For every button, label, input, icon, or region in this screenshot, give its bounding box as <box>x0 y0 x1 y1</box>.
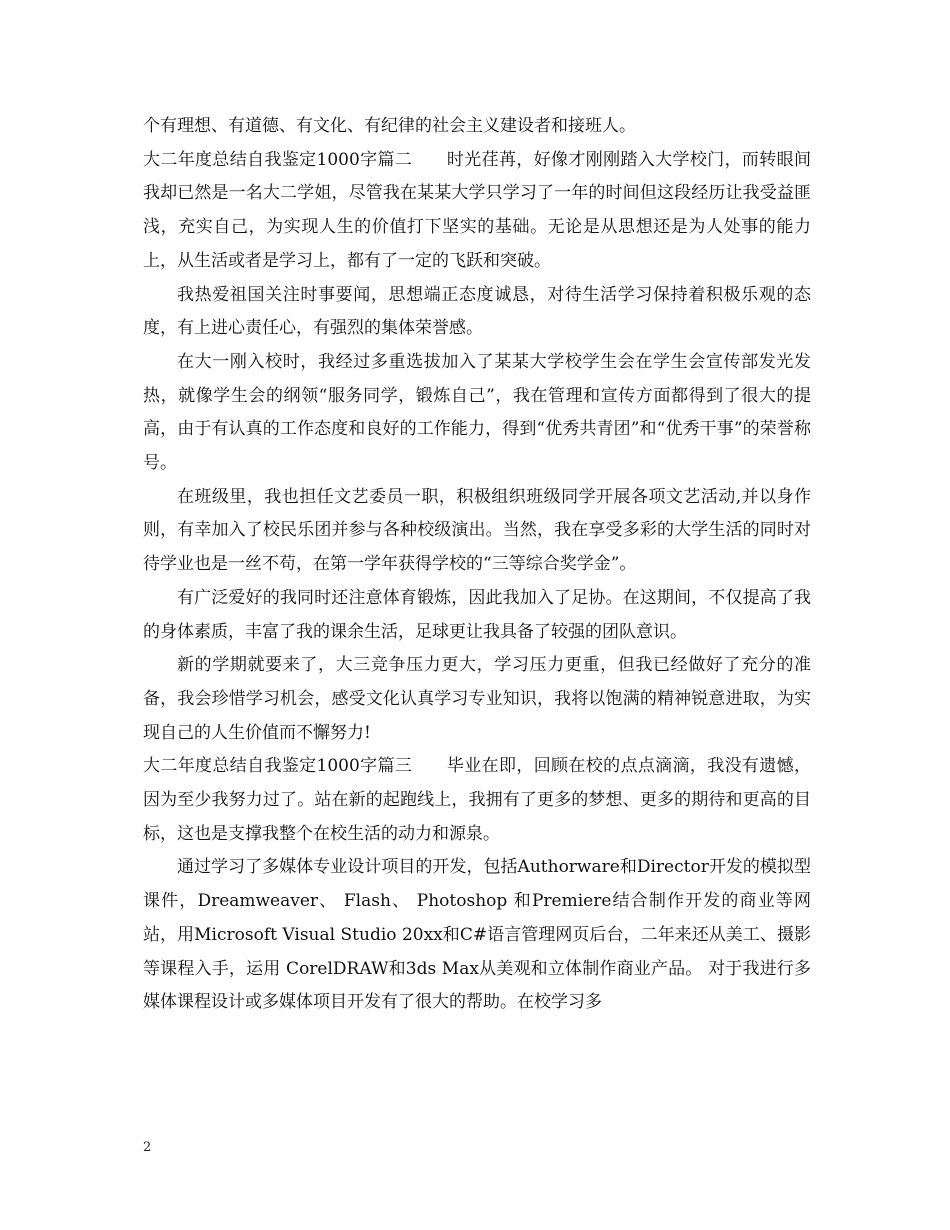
paragraph: 通过学习了多媒体专业设计项目的开发，包括Authorware和Director开发的模拟型课件，Dreamweaver、 Flash、 Photoshop 和Premiere结合制作开发的商业等网站，用Microsoft Visual Studio 20xx和C#语言管理网页后台，二年来还从美工、摄影等课程入手，运用 CorelDRAW和3ds Max从美观和立体制作商业产品。 对于我进行多媒体课程设计或多媒体项目开发有了很大的帮助。在校学习多 <box>143 857 811 1013</box>
body-text <box>143 110 811 1020</box>
paragraph: 在大一刚入校时，我经过多重选拔加入了某某大学校学生会在学生会宣传部发光发热，就像学生会的纲领“服务同学，锻炼自己”，我在管理和宣传方面都得到了很大的提高，由于有认真的工作态度和良好的工作能力，得到“优秀共青团”和“优秀干事”的荣誉称号。 <box>143 351 811 474</box>
paragraph: 大二年度总结自我鉴定1000字篇三 毕业在即，回顾在校的点点滴滴，我没有遗憾，因为至少我努力过了。站在新的起跑线上，我拥有了更多的梦想、更多的期待和更高的目标，这也是支撑我整个在校生活的动力和源泉。 <box>143 756 811 844</box>
paragraph: 大二年度总结自我鉴定1000字篇二 时光荏苒，好像才刚刚踏入大学校门，而转眼间我却已然是一名大二学姐，尽管我在某某大学只学习了一年的时间但这段经历让我受益匪浅，充实自己，为实现人生的价值打下坚实的基础。无论是从思想还是为人处事的能力上，从生活或者是学习上，都有了一定的飞跃和突破。 <box>143 149 811 271</box>
paragraph: 个有理想、有道德、有文化、有纪律的社会主义建设者和接班人。 <box>143 116 636 136</box>
paragraph: 在班级里，我也担任文艺委员一职，积极组织班级同学开展各项文艺活动,并以身作则，有幸加入了校民乐团并参与各种校级演出。当然，我在享受多彩的大学生活的同时对待学业也是一丝不苟，在第一学年获得学校的“三等综合奖学金”。 <box>143 486 811 575</box>
paragraph: 新的学期就要来了，大三竞争压力更大，学习压力更重，但我已经做好了充分的准备，我会珍惜学习机会，感受文化认真学习专业知识，我将以饱满的精神锐意进取，为实现自己的人生价值而不懈努力! <box>143 655 811 743</box>
paragraph: 有广泛爱好的我同时还注意体育锻炼，因此我加入了足协。在这期间，不仅提高了我的身体素质，丰富了我的课余生活，足球更让我具备了较强的团队意识。 <box>143 587 811 642</box>
paragraph: 我热爱祖国关注时事要闻，思想端正态度诚恳，对待生活学习保持着积极乐观的态度，有上进心责任心，有强烈的集体荣誉感。 <box>143 284 811 339</box>
page-number: 2 <box>143 1140 152 1155</box>
